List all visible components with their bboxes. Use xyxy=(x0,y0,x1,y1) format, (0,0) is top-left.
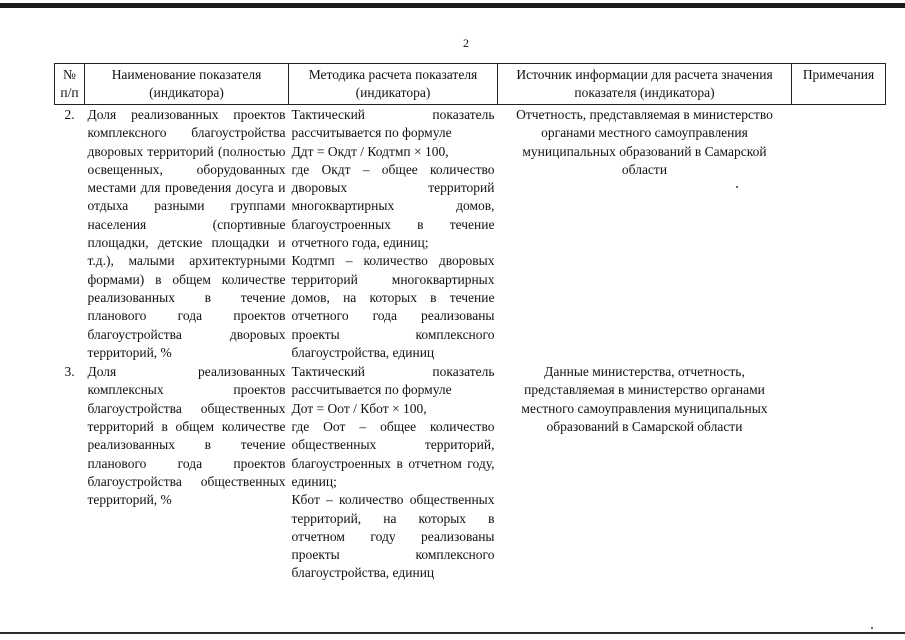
header-calculation-method: Методика расчета показателя (индикатора) xyxy=(289,64,498,105)
formula: Дот = Оот / Кбот × 100, xyxy=(291,400,427,416)
top-border-line xyxy=(0,3,905,8)
method-k-definition: Кодтмп – количество дворовых территорий многоквартирных домов, на которых в течение отчетного года реализованы проекты комплексного благоустройства, единиц xyxy=(291,253,495,360)
formula: Ддт = Окдт / Кодтмп × 100, xyxy=(291,143,449,159)
row-number: 3. xyxy=(64,364,75,380)
scan-speck xyxy=(736,186,738,188)
table-header-row xyxy=(55,64,886,105)
indicators-table xyxy=(54,63,886,583)
table-row xyxy=(55,105,886,363)
page-number: 2 xyxy=(463,36,469,50)
header-number: № п/п xyxy=(55,64,85,105)
bottom-border-line xyxy=(0,632,905,634)
calculation-method xyxy=(289,105,498,363)
information-source: Отчетность, представляемая в министерство органами местного самоуправления муниципальных образований в Самарской области xyxy=(516,107,773,177)
scan-speck xyxy=(871,627,873,629)
method-where: где Окдт – общее количество дворовых территорий многоквартирных домов, благоустроенных в течение отчетного года, единиц; xyxy=(291,161,495,251)
indicator-name: Доля реализованных проектов комплексного благоустройства дворовых территорий (полностью освещенных, оборудованных местами для проведения досуга и отдыха разными группами населения (спортивные площадки, детские площадки и т.д.), малыми архитектурными формами) в общем количестве реализованных в течение планового года проектов благоустройства дворовых территорий, % xyxy=(87,107,286,360)
header-information-source: Источник информации для расчета значения показателя (индикатора) xyxy=(498,64,792,105)
method-intro: Тактический показатель рассчитывается по формуле xyxy=(291,364,495,398)
method-where: где Оот – общее количество общественных территорий, благоустроенных в отчетном году, единиц; xyxy=(291,419,495,489)
calculation-method xyxy=(289,362,498,583)
method-intro: Тактический показатель рассчитывается по формуле xyxy=(291,107,495,141)
information-source: Данные министерства, отчетность, представляемая в министерство органами местного самоуправления муниципальных образований в Самарской области xyxy=(521,364,768,435)
notes-cell xyxy=(792,362,886,583)
header-notes: Примечания xyxy=(792,64,886,105)
notes-cell xyxy=(792,105,886,363)
row-number: 2. xyxy=(64,107,75,122)
header-indicator-name: Наименование показателя (индикатора) xyxy=(85,64,289,105)
table-row xyxy=(55,362,886,583)
method-k-definition: Кбот – количество общественных территорий, на которых в отчетном году реализованы проекты комплексного благоустройства, единиц xyxy=(291,492,495,581)
indicator-name: Доля реализованных комплексных проектов благоустройства общественных территорий в общем количестве реализованных в течение планового года проектов благоустройства общественных территорий, % xyxy=(87,364,286,508)
